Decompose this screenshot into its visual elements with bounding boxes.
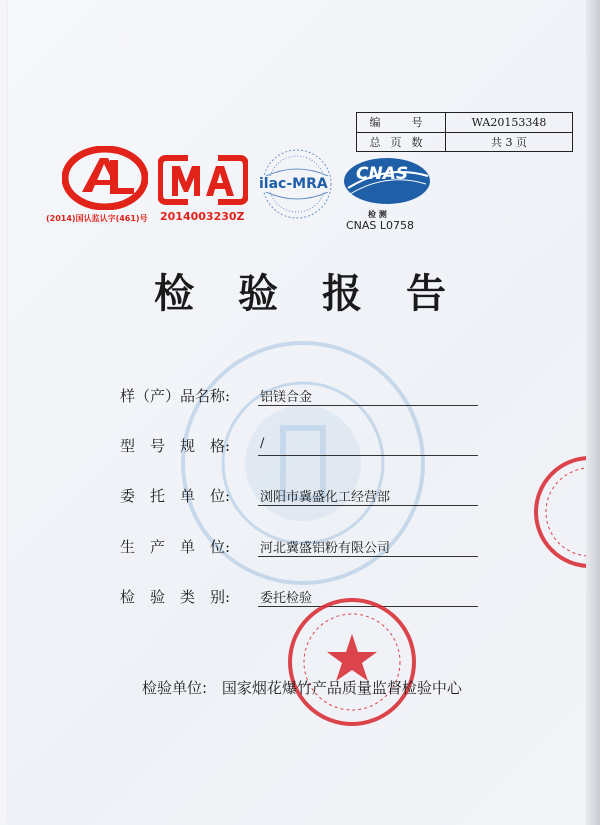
underline (258, 455, 478, 456)
field-label: 委 托 单 位: (120, 487, 231, 505)
cal-caption: (2014)国认监认字(461)号 (46, 214, 148, 223)
official-red-stamp (286, 596, 418, 728)
cma-caption: 2014003230Z (160, 210, 245, 223)
cnas-caption-number: CNAS L0758 (346, 219, 415, 232)
field-value: 委托检验 (260, 591, 313, 606)
report-number-value: WA20153348 (446, 113, 573, 133)
field-value: 浏阳市冀盛化工经营部 (260, 490, 391, 505)
edge-red-stamp (530, 452, 586, 572)
underline (258, 505, 478, 506)
underline (258, 405, 478, 406)
field-label: 生 产 单 位: (120, 538, 231, 556)
field-label: 型 号 规 格: (120, 437, 231, 455)
page-edge (586, 0, 600, 825)
report-info-box (356, 112, 573, 152)
report-number-label: 编 号 (357, 113, 446, 133)
field-value: 铝镁合金 (260, 390, 313, 405)
cnas-text: CNAS (356, 164, 409, 184)
report-title: 检验报告 (154, 271, 490, 317)
ilac-mra-text: ilac-MRA (259, 176, 328, 192)
total-pages-label: 总页数 (357, 132, 446, 152)
total-pages-value: 共 3 页 (446, 132, 573, 152)
field-value: 河北冀盛铝粉有限公司 (260, 541, 391, 556)
field-label: 检 验 类 别: (120, 588, 231, 606)
cma-logo (158, 154, 248, 206)
field-label: 样（产）品名称: (120, 387, 231, 405)
field-value: / (260, 436, 265, 451)
inspection-unit-label: 检验单位: (142, 679, 208, 697)
underline (258, 556, 478, 557)
cnas-caption-test: 检 测 (368, 210, 387, 219)
inspection-unit-line (142, 677, 462, 698)
inspection-unit-value: 国家烟花爆竹产品质量监督检验中心 (221, 679, 462, 697)
cal-logo (62, 146, 148, 210)
